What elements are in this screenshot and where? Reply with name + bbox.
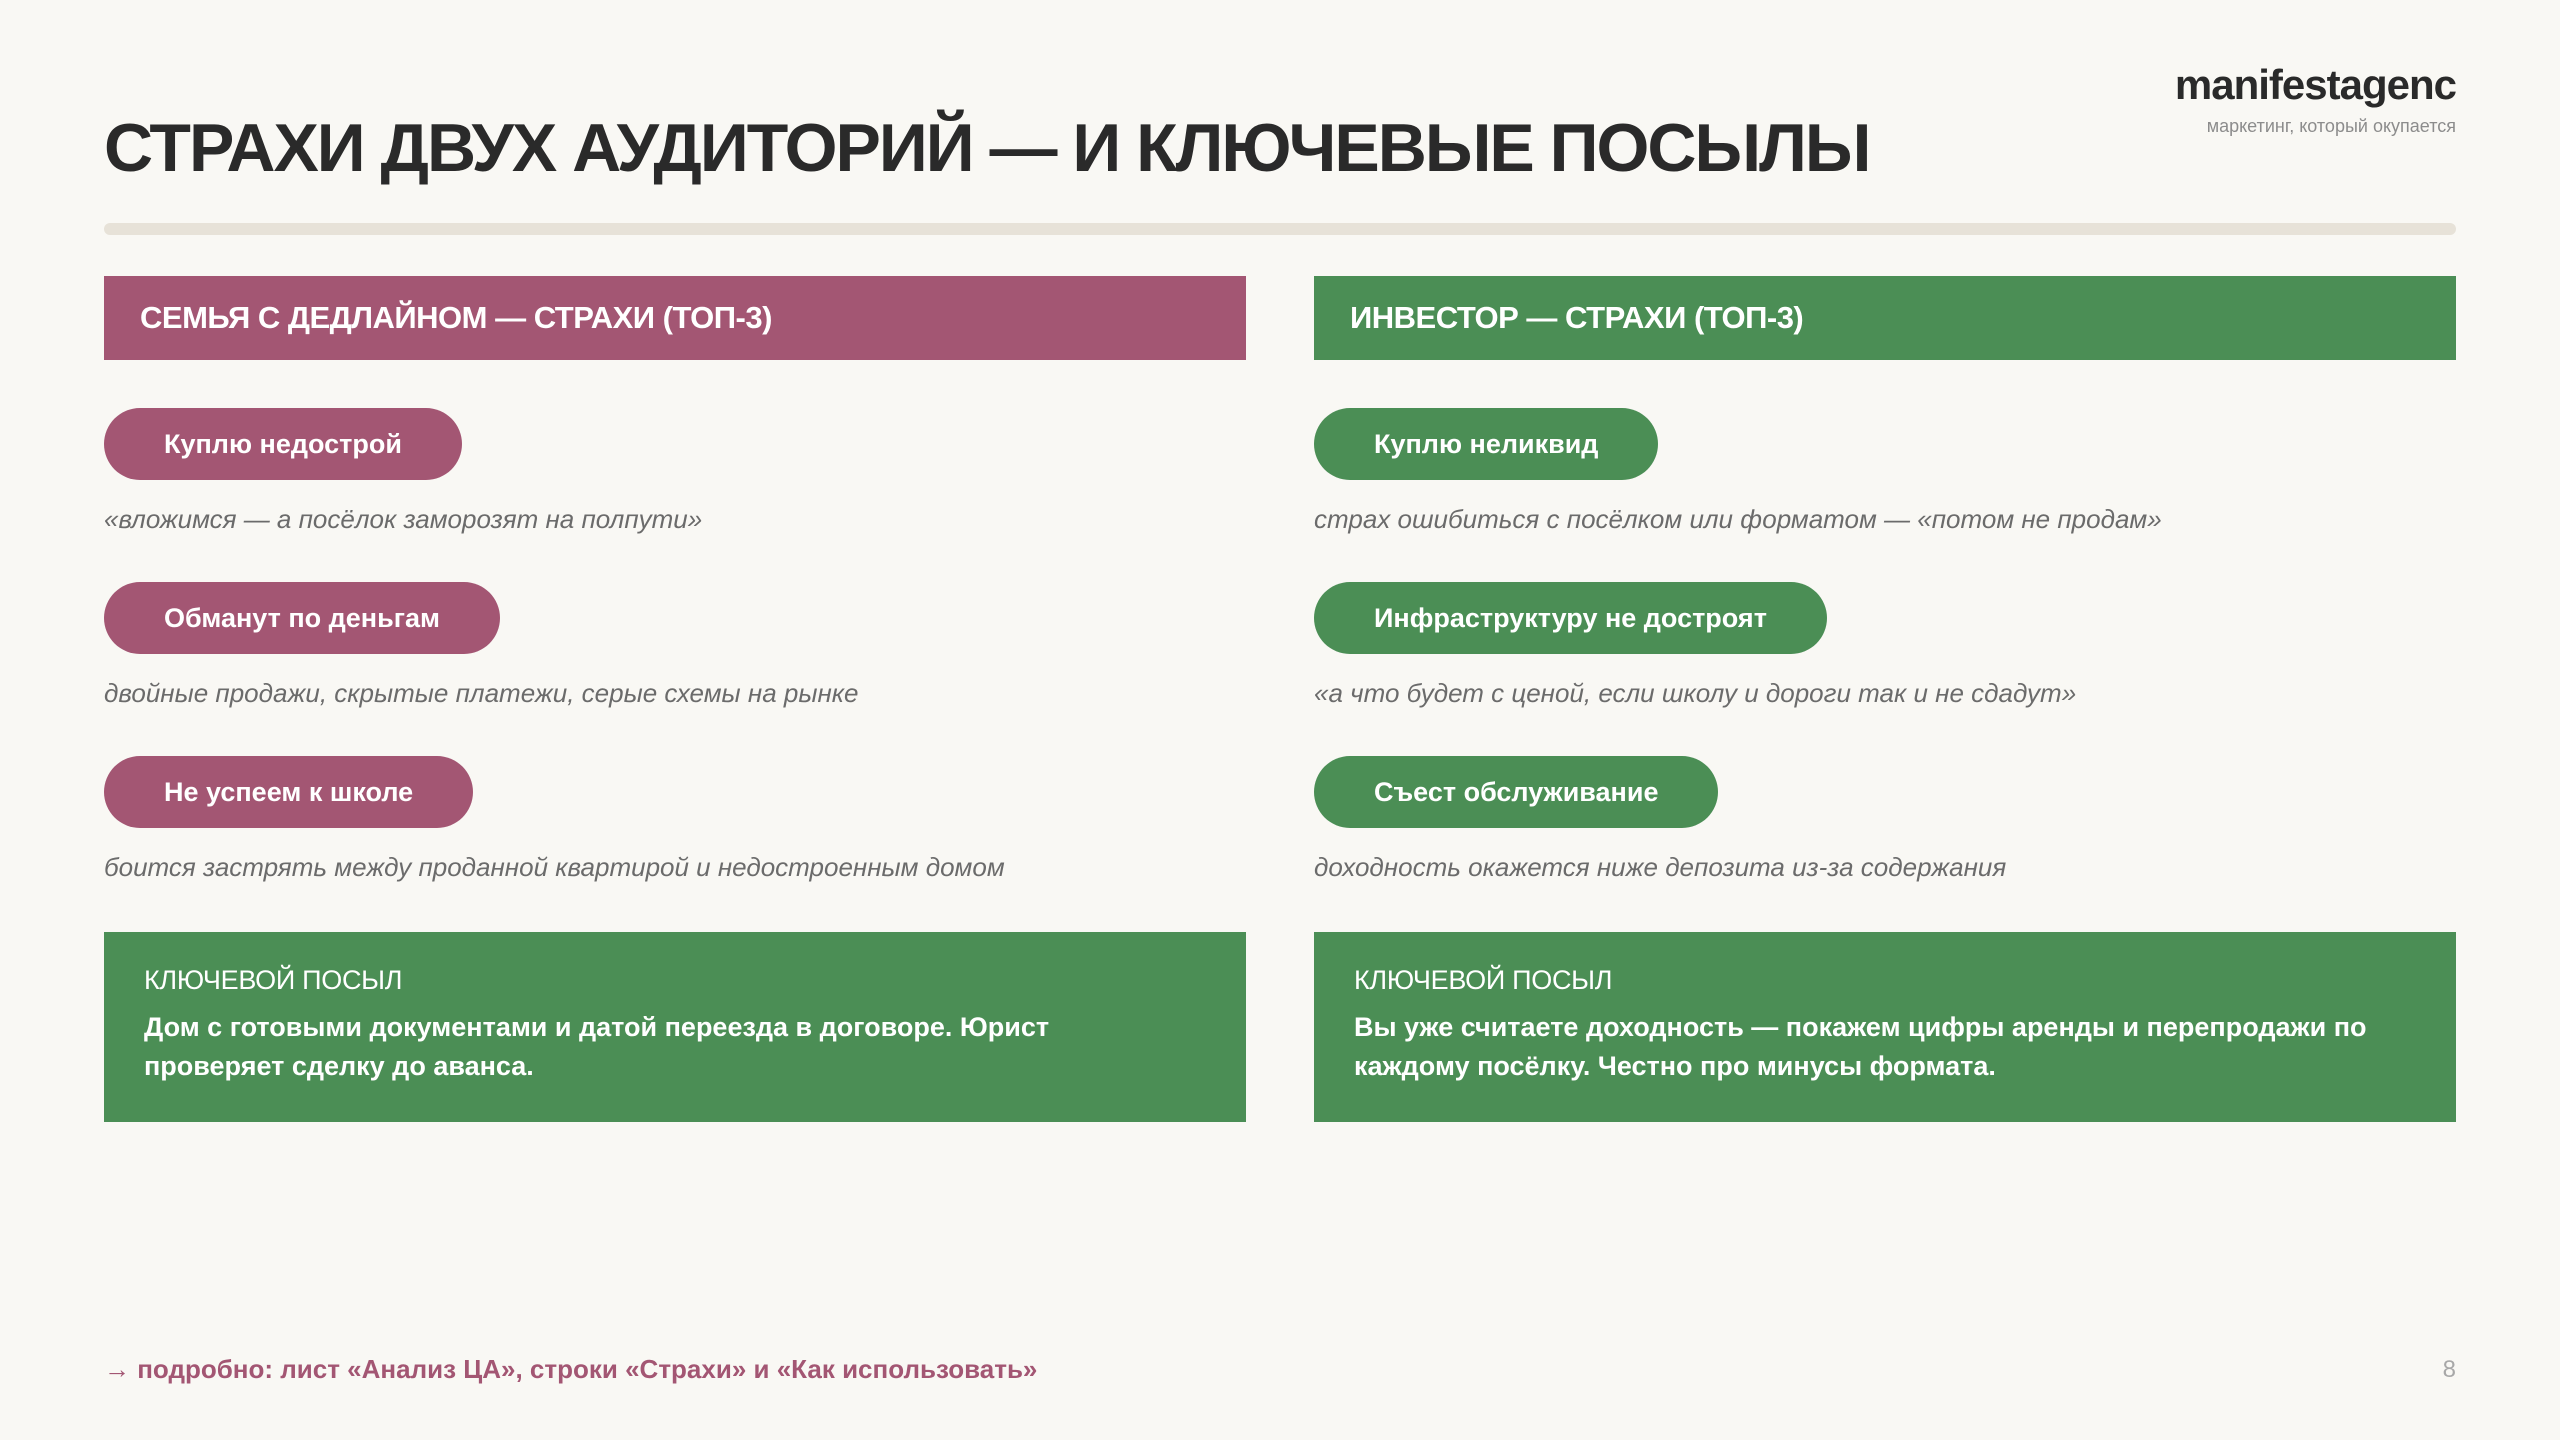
investor-column xyxy=(1314,276,2456,1081)
investor-fears-list xyxy=(1314,408,2456,930)
fear-pill: Не успеем к школе xyxy=(104,756,473,828)
key-message-line: Вы уже считаете доходность — покажем цифры аренды и перепродажи по xyxy=(1354,1012,2367,1042)
page-number: 8 xyxy=(2442,1356,2456,1383)
family-key-message xyxy=(104,932,1246,1122)
brand-name: manifestagenc xyxy=(2174,61,2456,108)
family-header: СЕМЬЯ С ДЕДЛАЙНОМ — СТРАХИ (ТОП-3) xyxy=(104,276,1246,360)
fear-item xyxy=(104,582,1246,756)
fear-item xyxy=(1314,408,2456,582)
family-fears-list xyxy=(104,408,1246,930)
fear-item xyxy=(104,756,1246,930)
fear-description: «вложимся — а посёлок заморозят на полпути» xyxy=(104,504,703,534)
key-message-line: проверяет сделку до аванса. xyxy=(144,1051,534,1081)
page-title: СТРАХИ ДВУХ АУДИТОРИЙ — И КЛЮЧЕВЫЕ ПОСЫЛЫ xyxy=(104,110,1870,186)
title-divider xyxy=(104,223,2456,235)
fear-pill: Обманут по деньгам xyxy=(104,582,500,654)
details-link[interactable]: → подробно: лист «Анализ ЦА», строки «Страхи» и «Как использовать» xyxy=(104,1354,1038,1384)
investor-key-message xyxy=(1314,932,2456,1122)
key-message-text xyxy=(144,1008,1206,1086)
fear-description: боится застрять между проданной квартирой и недостроенным домом xyxy=(104,852,1005,882)
fear-pill: Куплю недострой xyxy=(104,408,462,480)
family-column xyxy=(104,276,1246,1081)
investor-header: ИНВЕСТОР — СТРАХИ (ТОП-3) xyxy=(1314,276,2456,360)
key-message-text xyxy=(1354,1008,2416,1086)
fear-description: доходность окажется ниже депозита из-за содержания xyxy=(1314,852,2007,882)
fear-description: «а что будет с ценой, если школу и дороги так и не сдадут» xyxy=(1314,678,2077,708)
fear-item xyxy=(104,408,1246,582)
fear-description: страх ошибиться с посёлком или форматом — «потом не продам» xyxy=(1314,504,2162,534)
key-message-line: Дом с готовыми документами и датой переезда в договоре. Юрист xyxy=(144,1012,1050,1042)
fear-pill: Съест обслуживание xyxy=(1314,756,1718,828)
fear-description: двойные продажи, скрытые платежи, серые схемы на рынке xyxy=(104,678,859,708)
key-message-label: КЛЮЧЕВОЙ ПОСЫЛ xyxy=(1354,965,1613,995)
key-message-label: КЛЮЧЕВОЙ ПОСЫЛ xyxy=(144,965,403,995)
brand-tagline: маркетинг, который окупается xyxy=(2206,116,2456,136)
fear-item xyxy=(1314,582,2456,756)
fear-pill: Инфраструктуру не достроят xyxy=(1314,582,1827,654)
key-message-line: каждому посёлку. Честно про минусы формата. xyxy=(1354,1051,1996,1081)
fear-pill: Куплю неликвид xyxy=(1314,408,1658,480)
brand-logo xyxy=(2175,58,2456,138)
fear-item xyxy=(1314,756,2456,930)
